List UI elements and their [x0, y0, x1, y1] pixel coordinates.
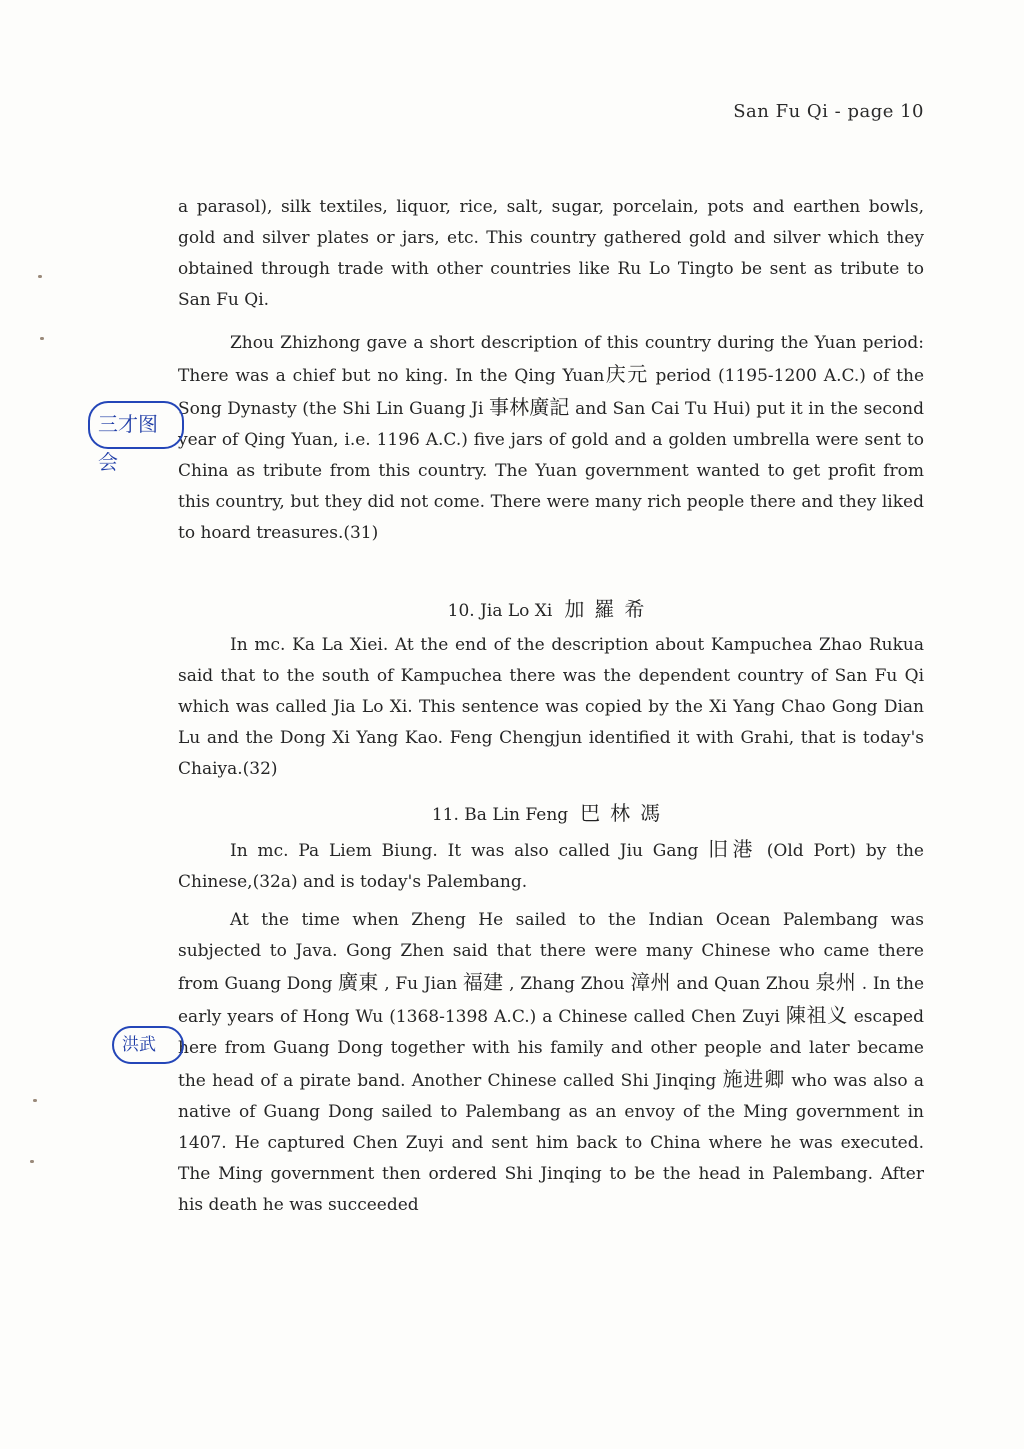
sec11-text-b: (Old Port) by the Chinese,(32a) and is today's Palembang.: [178, 841, 924, 892]
p5-d: and Quan Zhou: [670, 974, 816, 994]
p2-handwritten-qing-yuan: 庆元: [604, 362, 649, 386]
section-11-heading: [178, 796, 924, 832]
section-10-title: 10. Jia Lo Xi: [447, 601, 553, 621]
p5-c: , Zhang Zhou: [503, 974, 631, 994]
p5-b: , Fu Jian: [378, 974, 463, 994]
p2-handwritten-shi-lin-guang-ji: 事林廣記: [488, 395, 570, 419]
section-11-text: [178, 834, 924, 898]
section-10-han: 加羅希: [564, 597, 655, 621]
p5-f: escaped here from Guang Dong together with his family and other people and later became the head of a pirate band. Another Chinese called Shi Jinqing: [178, 1007, 924, 1091]
p5-han-chen-zuyi: 陳祖义: [785, 1003, 848, 1027]
p5-e: . In the early years of Hong Wu (1368-1398 A.C.) a Chinese called Chen Zuyi: [178, 974, 925, 1027]
p5-han-guang-dong: 廣東: [338, 970, 379, 994]
p2-text-a: Zhou Zhizhong gave a short description of this country during the Yuan period: There was a chief but no king. In the Qing Yuan: [178, 333, 924, 386]
sec11-text-a: In mc. Pa Liem Biung. It was also called Jiu Gang: [230, 841, 709, 861]
p5-han-shi-jinqing: 施进卿: [722, 1067, 786, 1091]
page-header: San Fu Qi - page 10: [733, 101, 924, 122]
paragraph-1: a parasol), silk textiles, liquor, rice, salt, sugar, porcelain, pots and earthen bowls, gold and silver plates or jars, etc. This country gathered gold and silver which they obtained through trade with other countries like Ru Lo Tingto be sent as tribute to San Fu Qi.: [178, 197, 924, 310]
section-10: [178, 592, 924, 785]
section-11-title: 11. Ba Lin Feng: [431, 805, 569, 825]
section-10-text: In mc. Ka La Xiei. At the end of the description about Kampuchea Zhao Rukua said that to the south of Kampuchea there was the dependent country of San Fu Qi which was called Jia Lo Xi. This sentence was copied by the Xi Yang Chao Gong Dian Lu and the Dong Xi Yang Kao. Feng Chengjun identified it with Grahi, that is today's Chaiya.(32): [178, 635, 924, 779]
p2-text-b: period (1195-1200 A.C.) of the Song Dynasty (the Shi Lin Guang Ji: [178, 366, 925, 419]
paper-speck: [38, 275, 42, 278]
p5-g: who was also a native of Guang Dong sailed to Palembang as an envoy of the Ming government in 1407. He captured Chen Zuyi and sent him back to China where he was executed. The Ming government then ordered Shi Jinqing to be the head in Palembang. After his death he was succeeded: [178, 1071, 925, 1215]
p5-han-zhang-zhou: 漳州: [630, 970, 671, 994]
paper-speck: [30, 1160, 34, 1163]
section-11: [178, 796, 924, 898]
paper-speck: [33, 1099, 37, 1102]
p5-a: At the time when Zheng He sailed to the Indian Ocean Palembang was subjected to Java. Gong Zhen said that there were many Chinese who came there from Guang Dong: [178, 910, 924, 994]
margin-annotation-hong-wu: 洪武: [112, 1026, 184, 1064]
sec11-han-jiu-gang: 旧港: [708, 837, 757, 861]
p5-han-fu-jian: 福建: [462, 970, 504, 994]
paper-speck: [40, 337, 44, 340]
paragraph-2: [178, 328, 924, 549]
p5-han-quan-zhou: 泉州: [815, 970, 857, 994]
p2-text-c: and San Cai Tu Hui) put it in the second year of Qing Yuan, i.e. 1196 A.C.) five jars of gold and a golden umbrella were sent to China as tribute from this country. The Yuan government wanted to get profit from this country, but they did not come. There were many rich people there and they liked to hoard treasures.(31): [178, 399, 924, 543]
margin-annotation-san-cai-tu-hui: 三才图会: [88, 401, 184, 449]
paragraph-5: [178, 905, 924, 1221]
section-10-heading: [178, 592, 924, 628]
section-11-han: 巴林馮: [580, 801, 671, 825]
